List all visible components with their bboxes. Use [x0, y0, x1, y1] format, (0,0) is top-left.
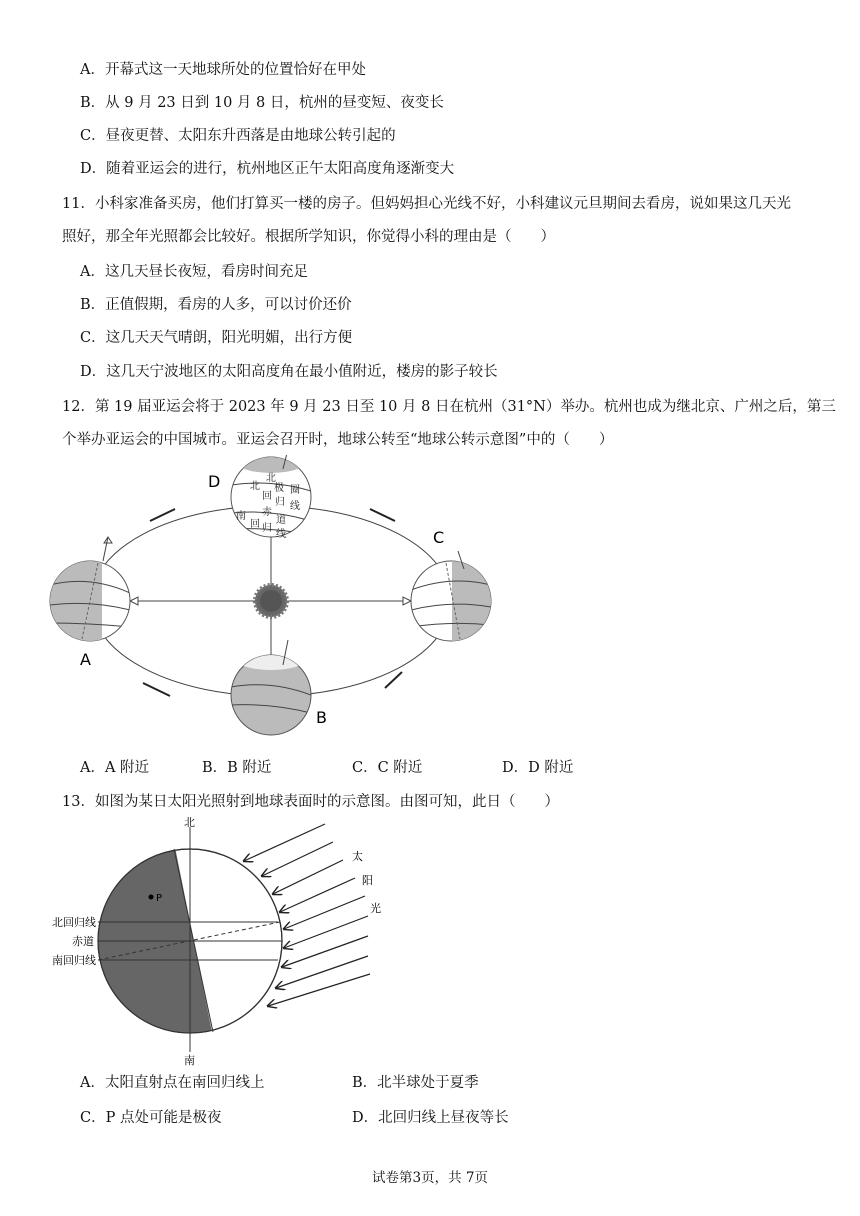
label-a: A	[80, 650, 91, 669]
q12-stem-line1: 12．第 19 届亚运会将于 2023 年 9 月 23 日至 10 月 8 日在杭州（31°N）举办。杭州也成为继北京、广州之后，第三	[62, 399, 836, 415]
svg-text:赤: 赤	[262, 507, 272, 518]
label-c: C	[433, 528, 445, 547]
earth-revolution-diagram	[40, 455, 510, 745]
svg-text:北回归线: 北回归线	[52, 916, 96, 929]
svg-text:太: 太	[352, 850, 363, 863]
svg-text:北: 北	[250, 481, 260, 492]
q11-option-c: C．这几天天气晴朗，阳光明媚，出行方便	[80, 330, 353, 346]
svg-text:道: 道	[276, 515, 286, 526]
q10-option-d: D．随着亚运会的进行，杭州地区正午太阳高度角逐渐变大	[80, 161, 455, 177]
svg-text:南: 南	[184, 1054, 195, 1067]
svg-text:归: 归	[275, 497, 285, 508]
q13-option-b: B．北半球处于夏季	[352, 1075, 479, 1091]
q11-stem-line1: 11．小科家准备买房，他们打算买一楼的房子。但妈妈担心光线不好，小科建议元旦期间去看房，说如果这几天光	[62, 196, 791, 212]
svg-text:南回归线: 南回归线	[52, 954, 96, 967]
svg-text:线: 线	[290, 501, 300, 512]
q11-option-a: A．这几天昼长夜短，看房时间充足	[80, 264, 308, 280]
globe-d	[231, 455, 311, 540]
sun-icon	[255, 585, 287, 617]
globe-c	[411, 551, 502, 655]
svg-text:回: 回	[262, 491, 272, 502]
q10-option-a: A．开幕式这一天地球所处的位置恰好在甲处	[80, 62, 366, 78]
q13-option-d: D．北回归线上昼夜等长	[352, 1110, 509, 1126]
q11-stem-line2: 照好，那全年光照都会比较好。根据所学知识，你觉得小科的理由是（ ）	[62, 229, 555, 245]
q10-option-c: C．昼夜更替、太阳东升西落是由地球公转引起的	[80, 128, 396, 144]
q10-option-b: B．从 9 月 23 日到 10 月 8 日，杭州的昼变短、夜变长	[80, 95, 444, 111]
svg-text:圈: 圈	[290, 485, 300, 496]
svg-text:阳: 阳	[362, 874, 373, 887]
q13-option-a: A．太阳直射点在南回归线上	[80, 1075, 265, 1091]
q11-option-d: D．这几天宁波地区的太阳高度角在最小值附近，楼房的影子较长	[80, 364, 498, 380]
label-d: D	[208, 472, 221, 491]
q13-stem: 13．如图为某日太阳光照射到地球表面时的示意图。由图可知，此日（ ）	[62, 794, 559, 810]
svg-text:赤道: 赤道	[72, 935, 94, 948]
svg-text:线: 线	[276, 529, 286, 540]
q12-option-d: D．D 附近	[502, 760, 574, 776]
q11-option-b: B．正值假期，看房的人多，可以讨价还价	[80, 297, 352, 313]
q12-option-b: B．B 附近	[202, 760, 272, 776]
svg-text:回: 回	[250, 519, 260, 530]
svg-text:光: 光	[370, 902, 381, 915]
svg-text:归: 归	[262, 523, 272, 534]
sunlight-diagram	[50, 812, 390, 1067]
q13-option-c: C．P 点处可能是极夜	[80, 1110, 222, 1126]
svg-text:北: 北	[266, 473, 276, 484]
q12-stem-line2: 个举办亚运会的中国城市。亚运会召开时，地球公转至“地球公转示意图”中的（ ）	[62, 432, 614, 448]
svg-text:极: 极	[274, 483, 284, 494]
svg-text:北: 北	[184, 816, 195, 829]
q12-option-c: C．C 附近	[352, 760, 423, 776]
label-b: B	[316, 708, 327, 727]
globe-a	[50, 537, 130, 655]
q12-option-a: A．A 附近	[80, 760, 150, 776]
svg-text:南: 南	[236, 511, 246, 522]
svg-text:P: P	[156, 893, 163, 904]
page-footer: 试卷第3页，共 7页	[372, 1170, 488, 1186]
